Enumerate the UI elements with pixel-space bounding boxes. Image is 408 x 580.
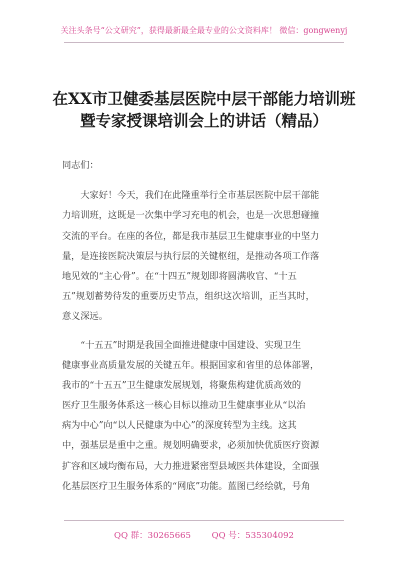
text-line: “十五五”时期是我国全面推进健康中国建设、实现卫生 bbox=[62, 339, 302, 351]
footer-banner bbox=[0, 530, 408, 542]
document-body bbox=[62, 156, 354, 505]
title-line-1: 在XX市卫健委基层医院中层干部能力培训班 bbox=[52, 89, 356, 108]
text-line: 病为中心”向“以人民健康为中心”的深度转型为主线。这其 bbox=[62, 420, 297, 432]
paragraph-2 bbox=[62, 336, 354, 498]
qq-number-text: QQ 号：535304092 bbox=[211, 531, 294, 541]
text-line: 医疗卫生服务体系这一核心目标以推动卫生健康事业从“以治 bbox=[62, 400, 306, 412]
qq-group-text: QQ 群：30265665 bbox=[114, 531, 191, 541]
text-line: 大家好！今天，我们在此隆重举行全市基层医院中层干部能 bbox=[62, 190, 320, 202]
text-line: 我市的“十五五”卫生健康发展规划，将聚焦构建优质高效的 bbox=[62, 379, 302, 391]
salutation: 同志们： bbox=[62, 160, 99, 171]
text-line: 量，是连接医院决策层与执行层的关键枢纽，是推动各项工作落 bbox=[62, 250, 320, 262]
text-line: 化基层医疗卫生服务体系的“网底”功能。蓝图已经绘就，号角 bbox=[62, 480, 311, 492]
text-line: 五”规划蓄势待发的重要历史节点，组织这次培训，正当其时， bbox=[62, 291, 315, 303]
header-banner: 关注头条号“公文研究”，获得最新最全最专业的公文资料库！ 微信：gongwenyj bbox=[60, 26, 348, 35]
text-line: 交流的平台。在座的各位，都是我市基层卫生健康事业的中坚力 bbox=[62, 230, 320, 242]
paragraph-1 bbox=[62, 186, 354, 327]
footer-divider bbox=[64, 520, 344, 521]
header-divider bbox=[64, 42, 344, 43]
text-line: 扩容和区域均衡布局，大力推进紧密型县域医共体建设，全面强 bbox=[62, 460, 320, 472]
text-line: 意义深远。 bbox=[62, 311, 108, 323]
text-line: 中，强基层是重中之重。规划明确要求，必须加快优质医疗资源 bbox=[62, 440, 320, 452]
text-line: 健康事业高质量发展的关键五年。根据国家和省里的总体部署， bbox=[62, 359, 320, 371]
text-line: 力培训班，这既是一次集中学习充电的机会，也是一次思想碰撞 bbox=[62, 210, 320, 222]
text-line: 地见效的“主心骨”。在“十四五”规划即将圆满收官、“十五 bbox=[62, 270, 297, 282]
title-line-2: 暨专家授课培训会上的讲话（精品） bbox=[79, 111, 328, 130]
document-title bbox=[30, 88, 378, 132]
